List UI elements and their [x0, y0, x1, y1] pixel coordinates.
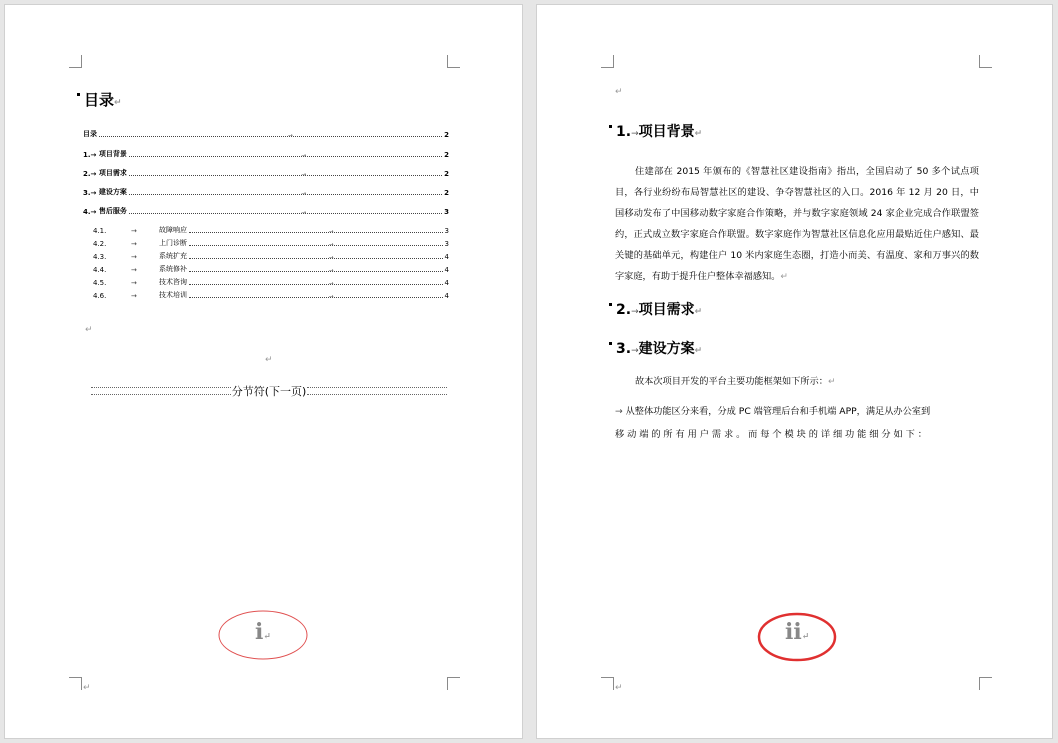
heading-construction-plan[interactable]: 3.→建设方案↵ [609, 338, 702, 358]
page-number[interactable]: ii↵ [785, 619, 810, 645]
crop-mark-top-left [601, 55, 614, 68]
crop-mark-top-left [69, 55, 82, 68]
document-page-2[interactable] [536, 4, 1053, 739]
crop-mark-bottom-right [979, 677, 992, 690]
crop-mark-bottom-left [601, 677, 614, 690]
toc-sub-entry[interactable]: 4.1. → 故障响应 → 3 [93, 226, 449, 235]
plan-intro-paragraph[interactable]: 故本次项目开发的平台主要功能框架如下所示：↵ [635, 376, 836, 387]
paragraph-mark: ↵ [114, 98, 122, 108]
toc-sub-entry[interactable]: 4.2. → 上门诊断 → 3 [93, 239, 449, 248]
crop-mark-top-right [447, 55, 460, 68]
toc-sub-entry[interactable]: 4.6. → 技术培训 → 4 [93, 291, 449, 300]
plan-detail-line-2[interactable]: 移 动 端 的 所 有 用 户 需 求 。 而 每 个 模 块 的 详 细 功 能 细 分 如 下 ： [615, 429, 927, 440]
paragraph-mark: ↵ [83, 683, 91, 693]
heading-project-requirements[interactable]: 2.→项目需求↵ [609, 299, 702, 319]
section-break-next-page[interactable]: 分节符(下一页) [91, 383, 447, 399]
toc-heading[interactable]: 目录↵ [77, 89, 122, 110]
background-paragraph[interactable]: 住建部在 2015 年颁布的《智慧社区建设指南》指出，全国启动了 50 多个试点项目，各行业纷纷布局智慧社区的建设、争夺智慧社区的入口。2016 年 12 月 20 日，中国移动发布了中国移动数字家庭合作策略，并与数字家庭领域 24 家企业完成合作联盟签约，正式成立数字家庭合作联盟。数字家庭作为智慧社区信息化应用最贴近住户感知、最关键的基础单元，构建住户 10 米内家庭生态圈，打造小而美、有温度、家和万事兴的数字家庭，有助于提升住户整体幸福感知。↵ [615, 166, 979, 282]
toc-entry[interactable]: 目录 → 2 [83, 130, 449, 139]
toc-entry[interactable]: 2. → 项目需求 → 2 [83, 169, 449, 178]
toc-sub-entry[interactable]: 4.3. → 系统扩充 → 4 [93, 252, 449, 261]
toc-sub-entry[interactable]: 4.5. → 技术咨询 → 4 [93, 278, 449, 287]
plan-detail-line-1[interactable]: → 从整体功能区分来看，分成 PC 端管理后台和手机端 APP，满足从办公室到 [615, 406, 931, 417]
heading-project-background[interactable]: 1.→项目背景↵ [609, 121, 702, 141]
toc-sub-entry[interactable]: 4.4. → 系统修补 → 4 [93, 265, 449, 274]
toc-entry[interactable]: 1. → 项目背景 → 2 [83, 150, 449, 159]
paragraph-mark: ↵ [85, 325, 93, 335]
toc-entry[interactable]: 3. → 建设方案 → 2 [83, 188, 449, 197]
page-number[interactable]: i↵ [255, 619, 271, 645]
paragraph-mark: ↵ [265, 355, 273, 365]
paragraph-mark: ↵ [615, 683, 623, 693]
crop-mark-bottom-left [69, 677, 82, 690]
crop-mark-top-right [979, 55, 992, 68]
toc-entry[interactable]: 4. → 售后服务 → 3 [83, 207, 449, 216]
document-page-1[interactable] [4, 4, 523, 739]
paragraph-mark: ↵ [615, 87, 623, 97]
heading-bullet-icon [77, 93, 80, 96]
crop-mark-bottom-right [447, 677, 460, 690]
